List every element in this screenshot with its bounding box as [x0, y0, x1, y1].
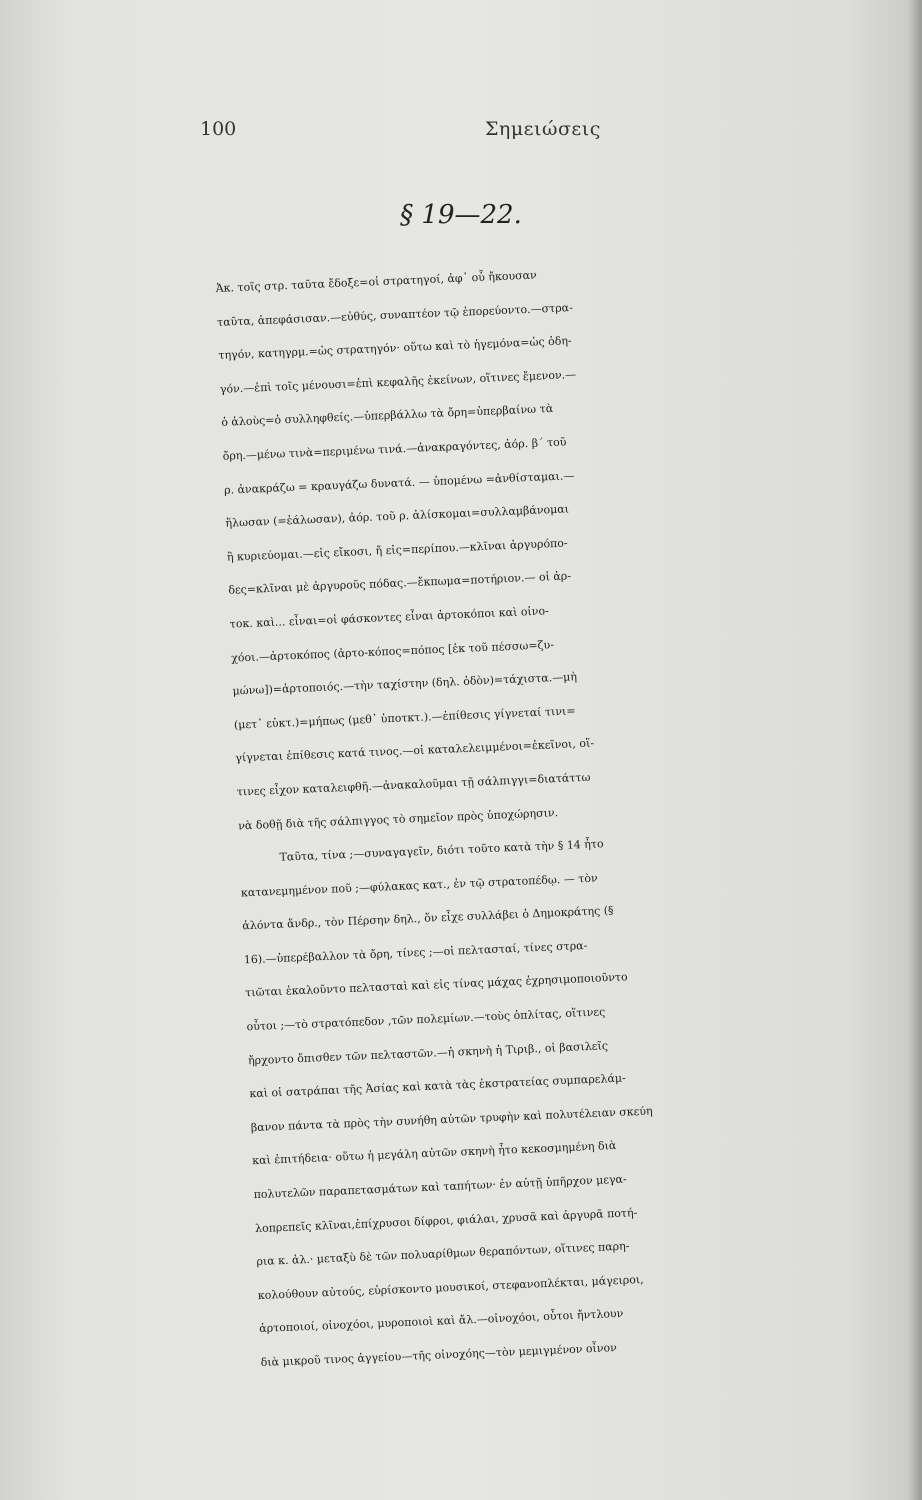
text-line: μώνω])=ἀρτοποιός.—τὴν ταχίστην (δηλ. ὁδὸν)=τάχιστα.—μὴ [232, 670, 578, 698]
text-line: Ἀκ. τοῖς στρ. ταῦτα ἔδοξε=οἱ στρατηγοί, ἀφ᾽ οὗ ἤκουσαν [215, 268, 537, 295]
running-head: Σημειώσεις [485, 118, 601, 140]
text-line: πολυτελῶν παραπετασμάτων καὶ ταπήτων· ἐν αὐτῇ ὑπῆρχον μεγα- [253, 1172, 627, 1202]
text-line: τιῶται ἐκαλοῦντο πελτασταὶ καὶ εἰς τίνας μάχας ἐχρησιμοποιοῦντο [244, 970, 628, 1000]
text-line: λοπρεπεῖς κλῖναι,ἐπίχρυσοι δίφροι, φιάλαι, χρυσᾶ καὶ ἀργυρᾶ ποτή- [254, 1205, 638, 1235]
text-line: γίγνεται ἐπίθεσις κατά τινος.—οἱ καταλελειμμένοι=ἐκεῖνοι, οἵ- [235, 736, 595, 765]
text-line: ἁλόντα ἄνδρ., τὸν Πέρσην δηλ., ὅν εἶχε συλλάβει ὁ Δημοκράτης (§ [242, 904, 614, 933]
text-line: ταῦτα, ἀπεφάσισαν.—εὐθύς, συναπτέον τῷ ἐπορεύοντο.—στρα- [216, 300, 574, 329]
text-line: Ταῦτα, τίνα ;—συναγαγεῖν, διότι τοῦτο κατὰ τὴν § 14 ἦτο [279, 837, 604, 864]
text-line: γόν.—ἐπὶ τοῖς μένουσι=ἐπὶ κεφαλῆς ἐκείνων, οἵτινες ἔμενον.— [219, 367, 577, 396]
text-line: ὄρη.—μένω τινὰ=περιμένω τινά.—ἀνακραγόντες, ἀόρ. β´ τοῦ [222, 435, 567, 463]
text-line: ἢ κυριεύομαι.—εἰς εἴκοσι, ἤ εἰς=περίπου.—κλῖναι ἀργυρόπο- [226, 536, 568, 564]
text-line: ὁ ἁλοὺς=ὁ συλληφθείς.—ὑπερβάλλω τὰ ὄρη=ὑπερβαίνω τὰ [221, 402, 554, 430]
text-line: κολούθουν αὐτούς, εὑρίσκοντο μουσικοί, στεφανοπλέκται, μάγειροι, [257, 1272, 644, 1302]
text-line: τηγόν, κατηγρμ.=ὡς στρατηγόν· οὕτω καὶ τὸ ἡγεμόνα=ὡς ὁδη- [218, 334, 572, 363]
text-line: ἀρτοποιοί, οἰνοχόοι, μυροποιοὶ καὶ ἄλ.—οἰνοχόοι, οὗτοι ἤντλουν [259, 1307, 624, 1336]
section-heading: § 19—22. [400, 200, 522, 230]
text-line: οὗτοι ;—τὸ στρατόπεδον ,τῶν πολεμίων.—τοὺς ὁπλίτας, οἵτινες [246, 1005, 606, 1034]
text-line: (μετ᾽ εὐκτ.)=μήπως (μεθ᾽ ὑποτκτ.).—ἐπίθεσις γίγνεταί τινι= [233, 704, 576, 732]
page-number: 100 [200, 118, 237, 140]
notes-body [215, 243, 922, 1380]
text-line: χόοι.—ἀρτοκόπος (ἀρτο-κόπος=πόπος [ἐκ τοῦ πέσσω=ζυ- [230, 637, 555, 665]
text-line: 16).—ὑπερέβαλλον τὰ ὄρη, τίνες ;—οἱ πελτασταί, τίνες στρα- [243, 938, 588, 967]
text-line: τινες εἶχον καταλειφθῆ.—ἀνακαλοῦμαι τῇ σάλπιγγι=διατάττω [236, 770, 591, 799]
page-header [200, 118, 800, 148]
text-line: κατανεμημένον ποῦ ;—φύλακας κατ., ἐν τῷ στρατοπέδῳ. — τὸν [240, 871, 598, 900]
text-line: διὰ μικροῦ τινος ἀγγείου—τῆς οἰνοχόης—τὸν μεμιγμένον οἶνον [260, 1341, 618, 1370]
text-line: καὶ ἐπιτήδεια· οὕτω ἡ μεγάλη αὐτῶν σκηνὴ ἦτο κεκοσμημένη διὰ [251, 1139, 617, 1168]
text-line: νὰ δοθῇ διὰ τῆς σάλπιγγος τὸ σημεῖον πρὸς ὑποχώρησιν. [237, 805, 559, 833]
text-line: ρ. ἀνακράζω = κραυγάζω δυνατά. — ὑπομένω =ἀνθίσταμαι.— [223, 468, 575, 497]
text-line: ἥλωσαν (=ἑάλωσαν), ἀόρ. τοῦ ρ. ἁλίσκομαι=συλλαμβάνομαι [225, 502, 570, 530]
text-line: βανον πάντα τὰ πρὸς τὴν συνήθη αὐτῶν τρυφὴν καὶ πολυτέλειαν σκεύη [250, 1104, 653, 1135]
text-line: ρια κ. ἀλ.· μεταξὺ δὲ τῶν πολυαρίθμων θεραπόντων, οἵτινες παρη- [256, 1239, 630, 1269]
text-line: ἤρχοντο ὄπισθεν τῶν πελταστῶν.—ἡ σκηνὴ ἡ Τιριβ., οἱ βασιλεῖς [247, 1038, 609, 1067]
text-line: δες=κλῖναι μὲ ἀργυροῦς πόδας.—ἔκπωμα=ποτήριον.— οἱ ἀρ- [228, 569, 572, 598]
text-line: τοκ. καὶ... εἶναι=οἱ φάσκοντες εἶναι ἀρτοκόποι καὶ οἰνο- [229, 604, 550, 631]
text-line: καὶ οἱ σατράπαι τῆς Ἀσίας καὶ κατὰ τὰς ἐκστρατείας συμπαρελάμ- [249, 1071, 627, 1101]
